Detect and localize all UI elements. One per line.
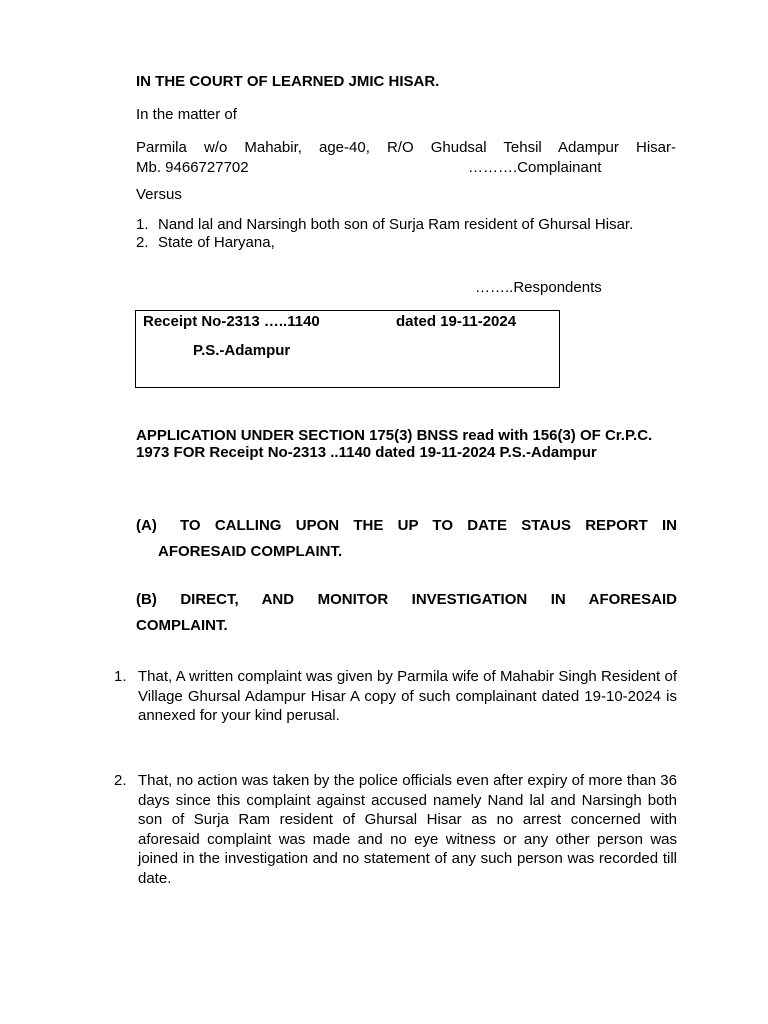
- receipt-date: dated 19-11-2024: [396, 313, 517, 330]
- prayer-a-line2: AFORESAID COMPLAINT.: [158, 543, 343, 560]
- paragraph-1: [114, 667, 677, 726]
- paragraph-number: 2.: [114, 772, 127, 789]
- list-item-number: 1.: [136, 216, 149, 233]
- receipt-number: Receipt No-2313 …..1140: [143, 313, 320, 330]
- paragraph-text: That, no action was taken by the police officials even after expiry of more than 36 days since this complaint against accused namely Nand lal and Narsingh both son of Surja Ram resident of Ghursal Hisar as no arrest concerned with aforesaid complaint was made and no eye witness or any other person was joined in the investigation and no statement of any such person was recorded till date.: [138, 772, 677, 887]
- receipt-box: [135, 310, 560, 388]
- list-item: [136, 216, 676, 234]
- application-title: APPLICATION UNDER SECTION 175(3) BNSS read with 156(3) OF Cr.P.C. 1973 FOR Receipt No-2313 ..1140 dated 19-11-2024 P.S.-Adampur: [136, 427, 653, 461]
- list-item: [136, 234, 676, 252]
- paragraph-number: 1.: [114, 668, 127, 685]
- respondents-label: ……..Respondents: [475, 279, 602, 296]
- prayer-b: [136, 587, 677, 639]
- prayer-a: [136, 513, 677, 565]
- court-heading: IN THE COURT OF LEARNED JMIC HISAR.: [136, 73, 440, 90]
- complainant-mobile: Mb. 9466727702: [136, 158, 249, 176]
- paragraph-text: That, A written complaint was given by Parmila wife of Mahabir Singh Resident of Village Ghursal Adampur Hisar A copy of such complainant dated 19-10-2024 is annexed for your kind perusal.: [138, 668, 677, 724]
- versus-label: Versus: [136, 186, 182, 203]
- receipt-number-row: [143, 312, 517, 331]
- respondents-list: [136, 216, 676, 252]
- complainant-line1: Parmila w/o Mahabir, age-40, R/O Ghudsal Tehsil Adampur Hisar-: [136, 139, 676, 156]
- matter-intro: In the matter of: [136, 106, 237, 123]
- complainant-role: ……….Complainant: [468, 158, 602, 176]
- prayer-a-line1: TO CALLING UPON THE UP TO DATE STAUS REPORT IN: [180, 517, 677, 534]
- prayer-a-label: (A): [136, 517, 157, 534]
- prayer-b-line2: COMPLAINT.: [136, 617, 228, 634]
- list-item-text: State of Haryana,: [158, 234, 275, 251]
- receipt-police-station: P.S.-Adampur: [193, 342, 291, 359]
- prayer-b-line1: (B) DIRECT, AND MONITOR INVESTIGATION IN AFORESAID: [136, 591, 677, 608]
- complainant-block: [136, 138, 676, 177]
- complainant-line2-row: [136, 158, 676, 178]
- prayer-a-line1-row: [136, 513, 677, 539]
- list-item-number: 2.: [136, 234, 149, 251]
- paragraph-2: [114, 771, 677, 888]
- list-item-text: Nand lal and Narsingh both son of Surja Ram resident of Ghursal Hisar.: [158, 216, 634, 233]
